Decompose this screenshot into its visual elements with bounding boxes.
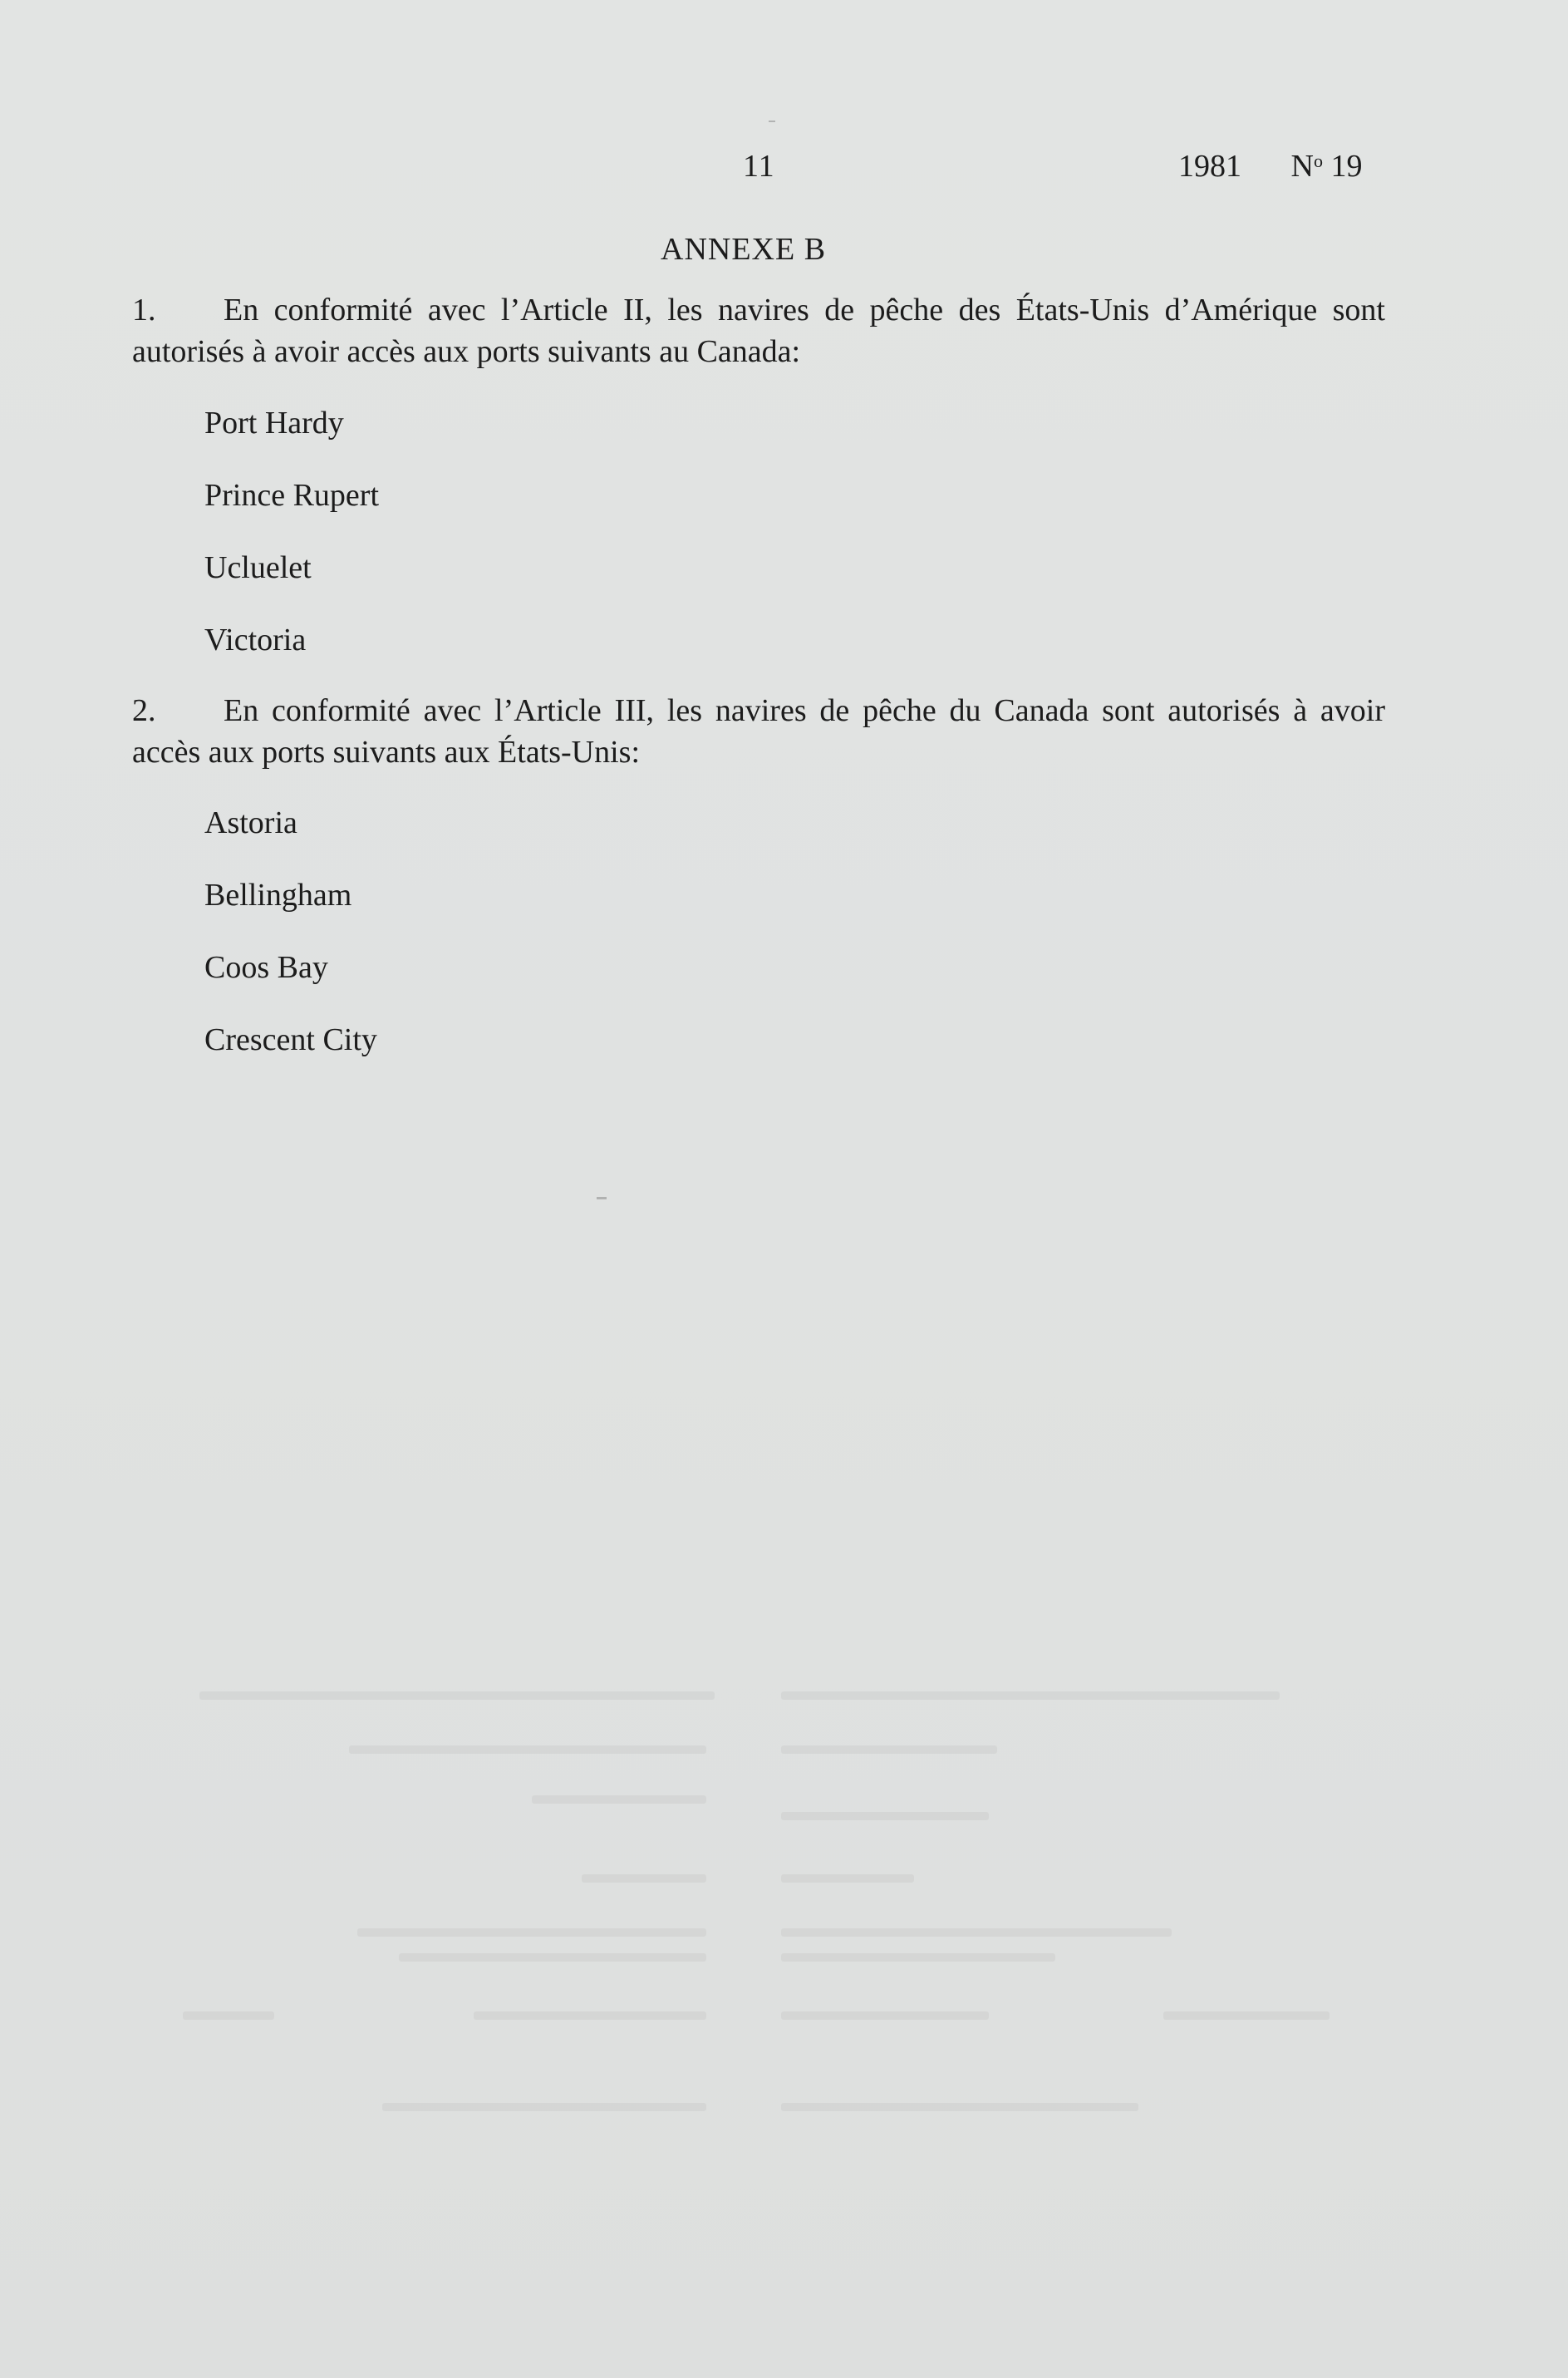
list-item: Crescent City xyxy=(204,1022,377,1057)
issue-number xyxy=(1291,148,1363,185)
publication-year: 1981 xyxy=(1178,149,1241,184)
annex-title: ANNEXE B xyxy=(661,232,827,267)
section-1-text: En conformité avec l’Article II, les navires de pêche des États-Unis d’Amérique sont autorisés à avoir accès aux ports suivants au Canada: xyxy=(132,293,1385,369)
print-speck xyxy=(769,121,775,122)
list-item: Victoria xyxy=(204,623,307,657)
section-2-paragraph xyxy=(132,690,1385,773)
issue-prefix: N xyxy=(1290,149,1314,184)
show-through-footer xyxy=(183,1679,1388,2128)
section-1-number: 1. xyxy=(132,293,156,327)
list-item: Bellingham xyxy=(204,878,352,913)
canada-port-list xyxy=(204,402,379,692)
section-1-paragraph xyxy=(132,289,1385,372)
us-port-list xyxy=(204,802,377,1091)
page-number: 11 xyxy=(743,149,775,184)
issue-number-value: 19 xyxy=(1330,149,1363,184)
list-item: Port Hardy xyxy=(204,406,344,441)
print-speck xyxy=(597,1197,607,1199)
publication-reference xyxy=(1178,148,1362,185)
list-item: Prince Rupert xyxy=(204,478,380,513)
list-item: Ucluelet xyxy=(204,550,312,585)
section-2-number: 2. xyxy=(132,693,156,728)
list-item: Astoria xyxy=(204,805,297,840)
issue-superscript: o xyxy=(1313,150,1323,171)
section-2-text: En conformité avec l’Article III, les navires de pêche du Canada sont autorisés à avoir accès aux ports suivants aux États-Unis: xyxy=(132,693,1385,770)
list-item: Coos Bay xyxy=(204,950,328,985)
